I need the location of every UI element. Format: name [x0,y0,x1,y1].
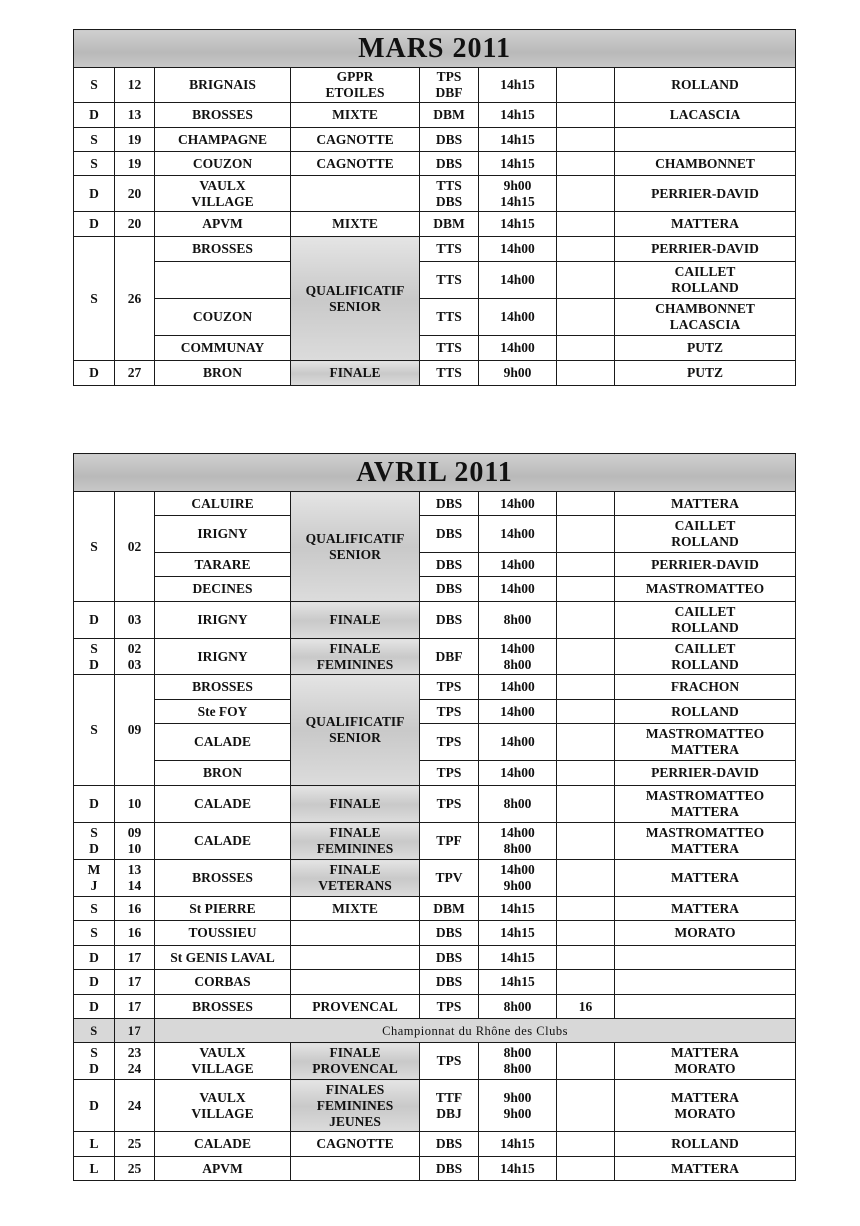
date-cell: 09 [115,675,155,786]
time-cell: 14h15 [479,946,557,970]
person-cell [615,970,796,995]
place-cell: VAULX VILLAGE [155,1043,291,1080]
type-cell: FINALES FEMININES JEUNES [291,1080,420,1132]
person-cell [615,128,796,152]
date-cell: 17 [115,970,155,995]
person-cell: MASTROMATTEO MATTERA [615,724,796,761]
extra-cell [557,299,615,336]
time-cell: 14h15 [479,68,557,103]
person-cell: MASTROMATTEO MATTERA [615,786,796,823]
table-row [74,639,796,675]
category-cell: DBS [420,492,479,516]
table-row [74,602,796,639]
championship-banner: Championnat du Rhône des Clubs [155,1019,796,1043]
place-cell: BRON [155,761,291,786]
time-cell: 14h15 [479,1132,557,1157]
date-cell: 17 [115,995,155,1019]
category-cell: TTS [420,262,479,299]
place-cell: BROSSES [155,860,291,897]
time-cell: 8h00 [479,786,557,823]
table-row [74,946,796,970]
day-cell: D [74,946,115,970]
person-cell: ROLLAND [615,68,796,103]
table-row [74,212,796,237]
place-cell: BROSSES [155,103,291,128]
table-row [74,995,796,1019]
date-cell: 17 [115,946,155,970]
place-cell: CORBAS [155,970,291,995]
type-cell: FINALE PROVENCAL [291,1043,420,1080]
type-cell: MIXTE [291,897,420,921]
place-cell: St GENIS LAVAL [155,946,291,970]
person-cell: MATTERA MORATO [615,1080,796,1132]
mars-schedule-table [73,29,796,386]
table-row [74,700,796,724]
date-cell: 19 [115,128,155,152]
extra-cell [557,553,615,577]
category-cell: DBM [420,897,479,921]
time-cell: 14h00 [479,336,557,361]
day-cell: D [74,970,115,995]
day-cell: S [74,675,115,786]
time-cell: 14h15 [479,212,557,237]
place-cell: BROSSES [155,995,291,1019]
table-row [74,786,796,823]
place-cell: CALADE [155,786,291,823]
time-cell: 14h00 [479,492,557,516]
type-cell: CAGNOTTE [291,152,420,176]
type-cell: CAGNOTTE [291,128,420,152]
place-cell: BRON [155,361,291,386]
person-cell: CHAMBONNET [615,152,796,176]
time-cell: 14h00 [479,724,557,761]
table-row [74,1132,796,1157]
person-cell: MORATO [615,921,796,946]
type-cell [291,176,420,212]
place-cell: BROSSES [155,237,291,262]
type-cell: MIXTE [291,103,420,128]
date-cell: 13 14 [115,860,155,897]
extra-cell [557,516,615,553]
category-cell: DBM [420,212,479,237]
table-row [74,516,796,553]
place-cell: CHAMPAGNE [155,128,291,152]
day-cell: L [74,1157,115,1181]
category-cell: DBS [420,128,479,152]
time-cell: 14h00 9h00 [479,860,557,897]
person-cell: PERRIER-DAVID [615,553,796,577]
person-cell: ROLLAND [615,700,796,724]
category-cell: TPS DBF [420,68,479,103]
type-cell: FINALE FEMININES [291,823,420,860]
time-cell: 8h00 [479,995,557,1019]
day-cell: S [74,152,115,176]
table-row [74,921,796,946]
time-cell: 14h15 [479,1157,557,1181]
person-cell: MATTERA [615,212,796,237]
extra-cell [557,786,615,823]
date-cell: 19 [115,152,155,176]
date-cell: 25 [115,1157,155,1181]
month-title: AVRIL 2011 [74,454,796,492]
extra-cell [557,103,615,128]
place-cell: CALADE [155,1132,291,1157]
extra-cell [557,761,615,786]
table-row [74,336,796,361]
category-cell: DBS [420,946,479,970]
type-cell: PROVENCAL [291,995,420,1019]
date-cell: 17 [115,1019,155,1043]
day-cell: S D [74,639,115,675]
place-cell: St PIERRE [155,897,291,921]
category-cell: TTF DBJ [420,1080,479,1132]
extra-cell [557,1043,615,1080]
extra-cell [557,724,615,761]
time-cell: 14h00 [479,262,557,299]
extra-cell [557,700,615,724]
person-cell: MATTERA [615,1157,796,1181]
table-row [74,1157,796,1181]
table-row [74,761,796,786]
extra-cell [557,577,615,602]
table-row [74,237,796,262]
day-cell: M J [74,860,115,897]
date-cell: 10 [115,786,155,823]
time-cell: 8h00 [479,602,557,639]
table-row [74,103,796,128]
time-cell: 14h00 [479,577,557,602]
date-cell: 26 [115,237,155,361]
time-cell: 14h00 [479,237,557,262]
time-cell: 14h00 8h00 [479,639,557,675]
extra-cell [557,1080,615,1132]
day-cell: S [74,492,115,602]
extra-cell [557,68,615,103]
table-row [74,675,796,700]
place-cell: APVM [155,212,291,237]
extra-cell [557,361,615,386]
place-cell: COMMUNAY [155,336,291,361]
place-cell: APVM [155,1157,291,1181]
extra-cell [557,237,615,262]
place-cell: COUZON [155,152,291,176]
type-cell: FINALE [291,361,420,386]
day-cell: D [74,786,115,823]
person-cell: PUTZ [615,361,796,386]
time-cell: 14h15 [479,103,557,128]
time-cell: 14h00 8h00 [479,823,557,860]
place-cell: IRIGNY [155,602,291,639]
place-cell: VAULX VILLAGE [155,176,291,212]
category-cell: DBS [420,921,479,946]
date-cell: 09 10 [115,823,155,860]
time-cell: 9h00 [479,361,557,386]
day-cell: S D [74,1043,115,1080]
person-cell: CAILLET ROLLAND [615,516,796,553]
type-cell: QUALIFICATIF SENIOR [291,675,420,786]
person-cell: PERRIER-DAVID [615,761,796,786]
day-cell: S [74,128,115,152]
type-cell: QUALIFICATIF SENIOR [291,492,420,602]
extra-cell [557,1132,615,1157]
category-cell: TTS [420,237,479,262]
extra-cell [557,823,615,860]
category-cell: DBS [420,970,479,995]
person-cell: CAILLET ROLLAND [615,262,796,299]
time-cell: 14h15 [479,152,557,176]
person-cell: MATTERA [615,860,796,897]
table-row [74,262,796,299]
time-cell: 9h00 14h15 [479,176,557,212]
person-cell: LACASCIA [615,103,796,128]
person-cell: PUTZ [615,336,796,361]
time-cell: 14h00 [479,675,557,700]
type-cell [291,921,420,946]
place-cell: Ste FOY [155,700,291,724]
time-cell: 14h15 [479,128,557,152]
type-cell [291,1157,420,1181]
extra-cell [557,860,615,897]
day-cell: S [74,68,115,103]
place-cell: CALADE [155,823,291,860]
category-cell: DBS [420,553,479,577]
category-cell: TPS [420,761,479,786]
type-cell: MIXTE [291,212,420,237]
extra-cell [557,212,615,237]
extra-cell [557,262,615,299]
place-cell [155,262,291,299]
table-row [74,176,796,212]
day-cell: D [74,103,115,128]
extra-cell [557,176,615,212]
date-cell: 16 [115,897,155,921]
category-cell: TPS [420,786,479,823]
day-cell: S [74,921,115,946]
time-cell: 14h00 [479,700,557,724]
place-cell: CALUIRE [155,492,291,516]
day-cell: D [74,995,115,1019]
extra-cell: 16 [557,995,615,1019]
date-cell: 20 [115,176,155,212]
table-row [74,128,796,152]
person-cell: PERRIER-DAVID [615,237,796,262]
date-cell: 02 [115,492,155,602]
person-cell: MASTROMATTEO [615,577,796,602]
day-cell: S [74,897,115,921]
category-cell: DBS [420,1157,479,1181]
date-cell: 27 [115,361,155,386]
category-cell: TPS [420,675,479,700]
type-cell [291,970,420,995]
place-cell: IRIGNY [155,516,291,553]
type-cell: FINALE [291,602,420,639]
category-cell: TTS [420,299,479,336]
extra-cell [557,946,615,970]
time-cell: 14h15 [479,970,557,995]
type-cell: FINALE FEMININES [291,639,420,675]
person-cell: MASTROMATTEO MATTERA [615,823,796,860]
day-cell: D [74,1080,115,1132]
category-cell: DBS [420,1132,479,1157]
category-cell: TPS [420,1043,479,1080]
category-cell: DBS [420,516,479,553]
table-row [74,970,796,995]
place-cell: DECINES [155,577,291,602]
time-cell: 14h15 [479,897,557,921]
place-cell: CALADE [155,724,291,761]
time-cell: 8h00 8h00 [479,1043,557,1080]
table-row [74,1080,796,1132]
date-cell: 03 [115,602,155,639]
table-row [74,553,796,577]
month-title: MARS 2011 [74,30,796,68]
time-cell: 14h00 [479,299,557,336]
category-cell: DBS [420,152,479,176]
extra-cell [557,336,615,361]
category-cell: DBM [420,103,479,128]
date-cell: 24 [115,1080,155,1132]
table-row [74,897,796,921]
category-cell: TPS [420,724,479,761]
type-cell: FINALE [291,786,420,823]
category-cell: TTS DBS [420,176,479,212]
table-row [74,860,796,897]
date-cell: 20 [115,212,155,237]
table-row [74,299,796,336]
time-cell: 14h00 [479,516,557,553]
extra-cell [557,675,615,700]
category-cell: DBF [420,639,479,675]
extra-cell [557,492,615,516]
table-row [74,823,796,860]
person-cell: ROLLAND [615,1132,796,1157]
place-cell: TOUSSIEU [155,921,291,946]
date-cell: 02 03 [115,639,155,675]
extra-cell [557,897,615,921]
extra-cell [557,921,615,946]
extra-cell [557,152,615,176]
person-cell: CAILLET ROLLAND [615,639,796,675]
table-row [74,152,796,176]
person-cell: PERRIER-DAVID [615,176,796,212]
place-cell: COUZON [155,299,291,336]
time-cell: 14h15 [479,921,557,946]
day-cell: D [74,212,115,237]
day-cell: D [74,176,115,212]
category-cell: TTS [420,336,479,361]
person-cell: FRACHON [615,675,796,700]
person-cell: CHAMBONNET LACASCIA [615,299,796,336]
day-cell: S D [74,823,115,860]
person-cell [615,995,796,1019]
table-row [74,724,796,761]
extra-cell [557,970,615,995]
avril-schedule-table [73,453,796,1181]
category-cell: TPF [420,823,479,860]
person-cell: MATTERA [615,492,796,516]
day-cell: D [74,361,115,386]
type-cell: FINALE VETERANS [291,860,420,897]
table-row [74,68,796,103]
category-cell: TPS [420,700,479,724]
place-cell: BROSSES [155,675,291,700]
table-row [74,1043,796,1080]
person-cell: CAILLET ROLLAND [615,602,796,639]
person-cell [615,946,796,970]
time-cell: 14h00 [479,553,557,577]
table-row [74,492,796,516]
category-cell: DBS [420,602,479,639]
date-cell: 12 [115,68,155,103]
date-cell: 13 [115,103,155,128]
type-cell: CAGNOTTE [291,1132,420,1157]
table-row [74,361,796,386]
category-cell: TPS [420,995,479,1019]
day-cell: L [74,1132,115,1157]
extra-cell [557,639,615,675]
day-cell: D [74,602,115,639]
place-cell: IRIGNY [155,639,291,675]
type-cell: QUALIFICATIF SENIOR [291,237,420,361]
date-cell: 23 24 [115,1043,155,1080]
time-cell: 14h00 [479,761,557,786]
table-row [74,577,796,602]
extra-cell [557,1157,615,1181]
day-cell: S [74,1019,115,1043]
day-cell: S [74,237,115,361]
time-cell: 9h00 9h00 [479,1080,557,1132]
category-cell: DBS [420,577,479,602]
extra-cell [557,602,615,639]
person-cell: MATTERA [615,897,796,921]
place-cell: VAULX VILLAGE [155,1080,291,1132]
extra-cell [557,128,615,152]
place-cell: TARARE [155,553,291,577]
date-cell: 16 [115,921,155,946]
category-cell: TTS [420,361,479,386]
person-cell: MATTERA MORATO [615,1043,796,1080]
place-cell: BRIGNAIS [155,68,291,103]
table-row [74,1019,796,1043]
category-cell: TPV [420,860,479,897]
type-cell [291,946,420,970]
type-cell: GPPR ETOILES [291,68,420,103]
date-cell: 25 [115,1132,155,1157]
